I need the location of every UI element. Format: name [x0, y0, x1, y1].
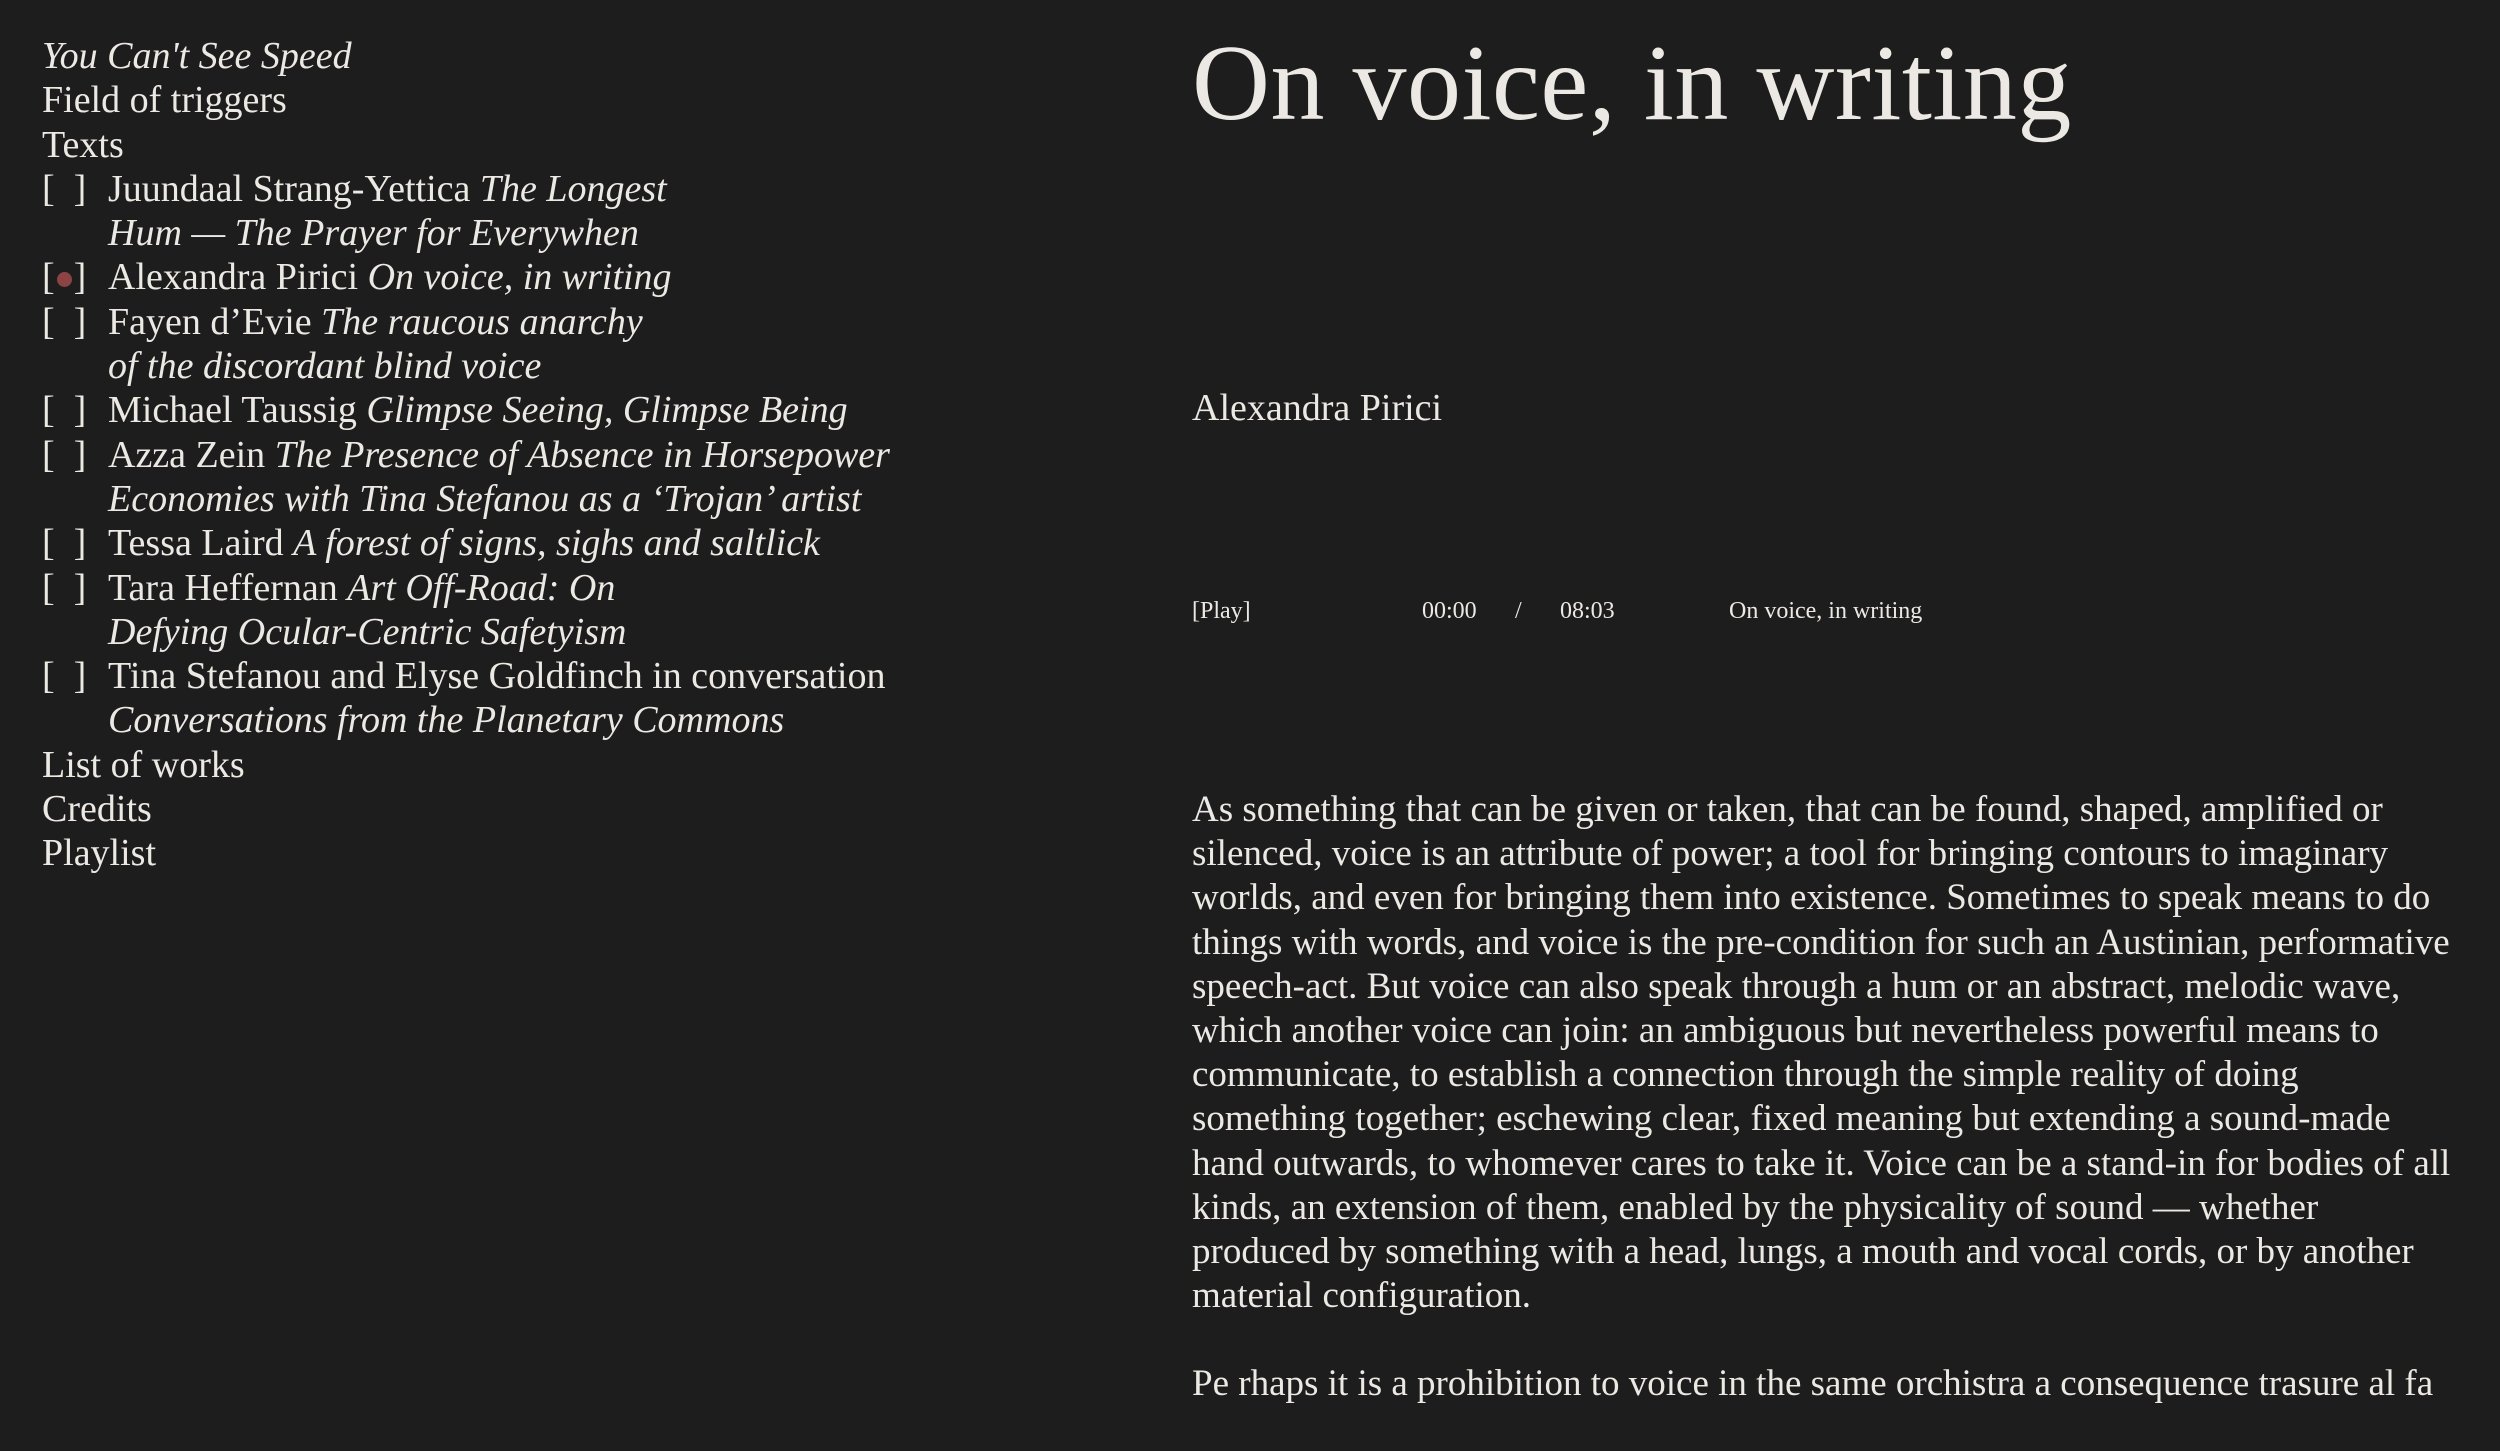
texts-list: [42, 167, 1062, 743]
text-item-title-continued: Conversations from the Planetary Commons: [108, 699, 785, 742]
selection-checkbox[interactable]: [ ]: [42, 566, 87, 609]
article: [1192, 20, 2462, 1405]
selection-checkbox[interactable]: [ ]: [42, 655, 87, 698]
audio-player: [1192, 576, 2092, 646]
text-item-title: Glimpse Seeing, Glimpse Being: [366, 389, 848, 432]
track-title: On voice, in writing: [1729, 598, 1923, 624]
text-item-title: The raucous anarchy: [321, 300, 643, 343]
text-item-title: The Longest: [479, 167, 667, 210]
text-item-author: Tina Stefanou and Elyse Goldfinch in conversation: [108, 655, 886, 698]
text-item-author: Azza Zein: [108, 433, 266, 476]
selection-checkbox[interactable]: [ ]: [42, 167, 87, 210]
text-item-title-continued: Hum — The Prayer for Everywhen: [108, 212, 639, 255]
selection-checkbox[interactable]: [ ]: [42, 389, 87, 432]
text-item-title-continued: of the discordant blind voice: [108, 345, 542, 388]
text-item-taussig[interactable]: [42, 388, 1062, 432]
nav-list-of-works[interactable]: List of works: [42, 743, 245, 786]
text-item-author: Tara Heffernan: [108, 566, 338, 609]
selection-checkbox[interactable]: [ ]: [42, 433, 87, 476]
text-item-author: Juundaal Strang-Yettica: [108, 167, 471, 210]
article-body: [1192, 788, 2462, 1451]
page-title: On voice, in writing: [1192, 24, 2072, 143]
site-title-link[interactable]: You Can't See Speed: [42, 35, 352, 77]
active-dot-icon: [57, 272, 72, 287]
paragraph: As something that can be given or taken, that can be found, shaped, amplified or silenced, voice is an attribute of power; a tool for bringing contours to imaginary worlds, and even for bringing them into existence. Sometimes to speak means to do things with words, and voice is the pre-condition for such an Austinian, performative speech-act. But voice can also speak through a hum or an abstract, melodic wave, which another voice can join: an ambiguous but nevertheless powerful means to communicate, to establish a connection through the simple reality of doing something together; eschewing clear, fixed meaning but extending a sound-made hand outwards, to whomever cares to take it. Voice can be a stand-in for bodies of all kinds, an extension of them, enabled by the physicality of sound — whether produced by something with a head, lungs, a mouth and vocal cords, or by another material configuration.: [1192, 789, 2451, 1317]
text-item-author: Tessa Laird: [108, 522, 284, 565]
text-item-title: On voice, in writing: [367, 256, 672, 299]
text-item-author: Michael Taussig: [108, 389, 357, 432]
selection-checkbox-active[interactable]: [ ]: [42, 256, 87, 299]
site-navigation: [42, 34, 1062, 876]
text-item-zein[interactable]: [42, 433, 1062, 522]
time-separator: /: [1515, 598, 1522, 624]
text-item-author: Fayen d’Evie: [108, 300, 312, 343]
play-button[interactable]: [Play]: [1192, 598, 1251, 624]
nav-credits[interactable]: Credits: [42, 788, 152, 831]
text-item-title: A forest of signs, sighs and saltlick: [293, 522, 820, 565]
text-item-devie[interactable]: [42, 300, 1062, 389]
total-time: 08:03: [1560, 598, 1615, 624]
current-time: 00:00: [1422, 598, 1477, 624]
nav-texts[interactable]: Texts: [42, 123, 124, 166]
article-author: Alexandra Pirici: [1192, 387, 1443, 429]
paragraph: Pe rhaps it is a prohibition to voice in the same orchistra a consequence trasure al fa: [1192, 1363, 2434, 1405]
text-item-strang-yettica[interactable]: [42, 167, 1062, 256]
text-item-laird[interactable]: [42, 521, 1062, 565]
text-item-author: Alexandra Pirici: [108, 256, 359, 299]
text-item-pirici[interactable]: [42, 255, 1062, 299]
text-item-title-continued: Economies with Tina Stefanou as a ‘Trojan’ artist: [108, 477, 862, 520]
text-item-title: Art Off-Road: On: [347, 566, 616, 609]
selection-checkbox[interactable]: [ ]: [42, 300, 87, 343]
text-item-stefanou-goldfinch[interactable]: [42, 654, 1062, 743]
text-item-title: The Presence of Absence in Horsepower: [274, 433, 890, 476]
text-item-title-continued: Defying Ocular-Centric Safetyism: [108, 610, 627, 653]
nav-field-of-triggers[interactable]: Field of triggers: [42, 79, 287, 122]
nav-playlist[interactable]: Playlist: [42, 832, 157, 875]
selection-checkbox[interactable]: [ ]: [42, 522, 87, 565]
text-item-heffernan[interactable]: [42, 566, 1062, 655]
